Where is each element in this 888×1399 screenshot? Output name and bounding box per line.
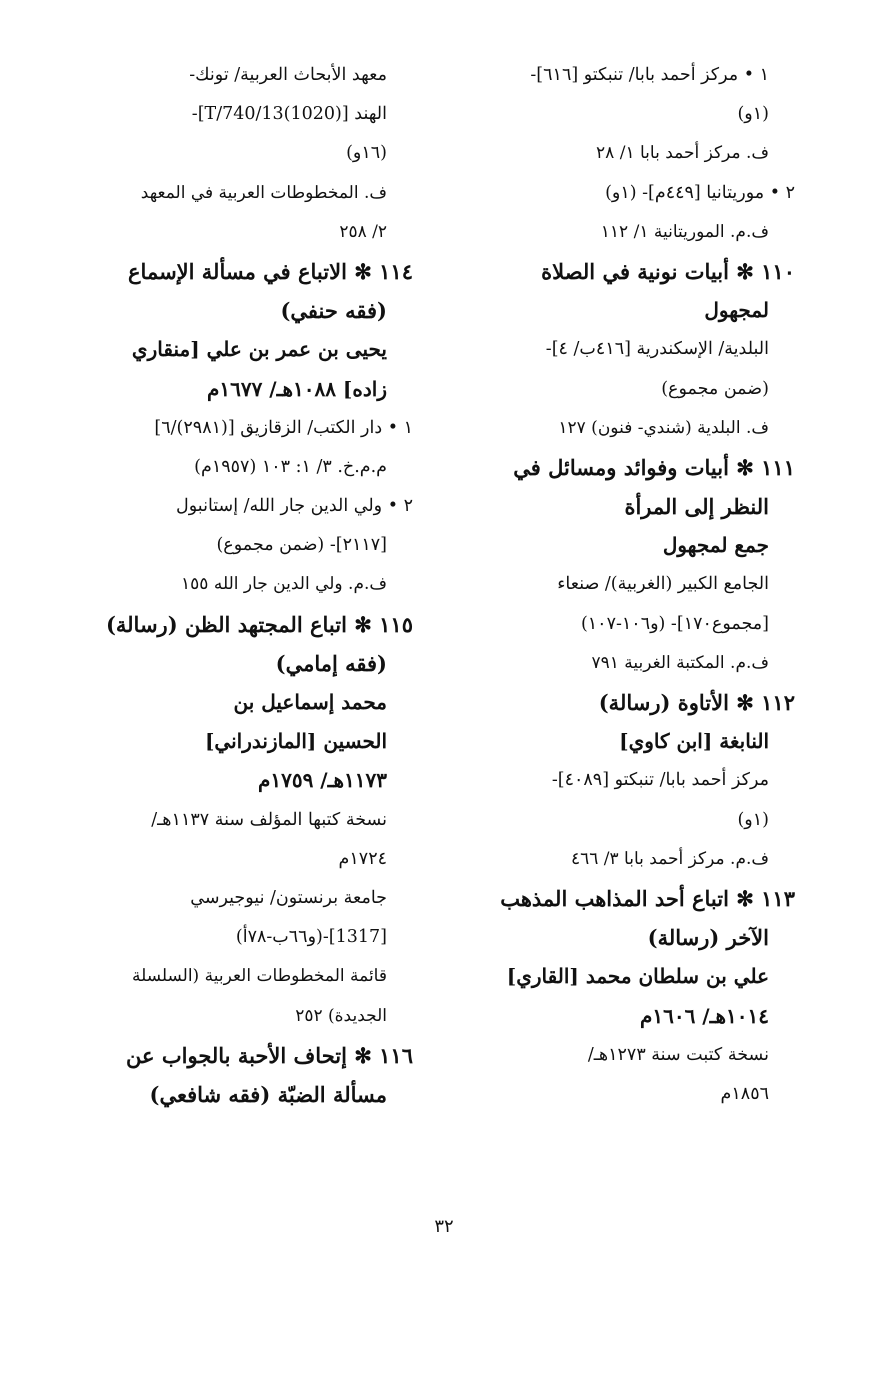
text-line: الجامع الكبير (الغربية)/ صنعاء <box>557 574 769 595</box>
entry-heading: ١١٢ ✻ الأتاوة (رسالة) <box>598 690 795 715</box>
text-line: البلدية/ الإسكندرية [٤١٦ب/ ٤]- <box>545 339 769 360</box>
text-line: (ضمن مجموع) <box>661 378 769 399</box>
entry-heading-continued: (فقه إمامي) <box>275 650 387 676</box>
author-dates: زاده] ١٠٨٨هـ/ ١٦٧٧م <box>206 376 387 401</box>
text-line: ف. البلدية (شندي- فنون) ١٢٧ <box>558 417 769 438</box>
entry-heading-continued: الآخر (رسالة) <box>647 925 769 951</box>
entry-heading: ١١٦ ✻ إتحاف الأحبة بالجواب عن <box>126 1042 413 1068</box>
text-line: [٢١١٧]- (ضمن مجموع) <box>216 535 387 556</box>
entry-heading-continued: مسألة الضبّة (فقه شافعي) <box>149 1081 387 1107</box>
text-line: (١٦و) <box>346 143 387 164</box>
text-line: نسخة كتبها المؤلف سنة ١١٣٧هـ/ <box>151 809 387 830</box>
text-line: الهند [T/740/13(1020)]- <box>191 104 387 125</box>
text-line: ١٨٥٦م <box>720 1083 769 1104</box>
author-line: النابغة [ابن كاوي] <box>619 729 769 754</box>
right-column <box>455 56 795 1114</box>
text-line: (١و) <box>737 809 769 830</box>
entry-heading: ١١٤ ✻ الاتباع في مسألة الإسماع <box>128 258 413 284</box>
text-line: قائمة المخطوطات العربية (السلسلة <box>131 966 387 987</box>
entry-heading-continued: (فقه حنفي) <box>280 298 387 324</box>
text-line: مركز أحمد بابا/ تنبكتو [٤٠٨٩]- <box>551 770 769 791</box>
text-line: م.م.خ. ٣/ ١: ١٠٣ (١٩٥٧م) <box>194 456 387 477</box>
entry-heading: ١١١ ✻ أبيات وفوائد ومسائل في <box>513 454 795 480</box>
author-line: لمجهول <box>704 298 769 323</box>
page-number: ٣٢ <box>434 1216 454 1237</box>
text-line: [مجموع١٧٠]- (و١٠٦-١٠٧) <box>580 613 769 634</box>
text-line: ف.م. الموريتانية ١/ ١١٢ <box>600 221 769 242</box>
text-line: ٢ • ولي الدين جار الله/ إستانبول <box>176 496 413 517</box>
author-line: محمد إسماعيل بن <box>233 690 387 714</box>
author-dates: ١٠١٤هـ/ ١٦٠٦م <box>639 1003 769 1028</box>
author-line: جمع لمجهول <box>662 533 769 558</box>
author-line: يحيى بن عمر بن علي [منقاري <box>131 337 387 362</box>
text-line: ف.م. ولي الدين جار الله ١٥٥ <box>181 574 387 595</box>
author-line: علي بن سلطان محمد [القاري] <box>506 964 769 989</box>
text-line: ف.م. مركز أحمد بابا ٣/ ٤٦٦ <box>570 848 769 869</box>
text-line: ف. مركز أحمد بابا ١/ ٢٨ <box>596 143 769 164</box>
text-line: ١ • دار الكتب/ الزقازيق [(٢٩٨١)/٦] <box>154 417 413 438</box>
text-line: ٢ • موريتانيا [٤٤٩م]- (١و) <box>605 182 795 203</box>
text-line: معهد الأبحاث العربية/ تونك- <box>189 65 387 85</box>
entry-heading-continued: النظر إلى المرأة <box>624 494 769 520</box>
entry-heading: ١١٥ ✻ اتباع المجتهد الظن (رسالة) <box>105 611 413 637</box>
text-line: (١و) <box>737 104 769 125</box>
entry-heading: ١١٠ ✻ أبيات نونية في الصلاة <box>541 258 795 284</box>
text-line: ٢/ ٢٥٨ <box>339 221 387 242</box>
text-line: نسخة كتبت سنة ١٢٧٣هـ/ <box>587 1044 769 1065</box>
author-line: الحسين [المازندراني] <box>204 729 387 754</box>
text-line: [1317]-(و٦٦ب-٧٨أ) <box>235 927 387 948</box>
text-line: جامعة برنستون/ نيوجيرسي <box>190 887 387 908</box>
text-line: ف. المخطوطات العربية في المعهد <box>140 182 387 203</box>
text-line: ١ • مركز أحمد بابا/ تنبكتو [٦١٦]- <box>530 65 769 85</box>
entry-heading: ١١٣ ✻ اتباع أحد المذاهب المذهب <box>500 885 795 911</box>
left-column <box>68 56 413 1114</box>
text-line: الجديدة) ٢٥٢ <box>295 1005 387 1026</box>
text-line: ١٧٢٤م <box>338 848 387 869</box>
author-dates: ١١٧٣هـ/ ١٧٥٩م <box>257 768 387 793</box>
text-line: ف.م. المكتبة الغربية ٧٩١ <box>591 652 769 673</box>
